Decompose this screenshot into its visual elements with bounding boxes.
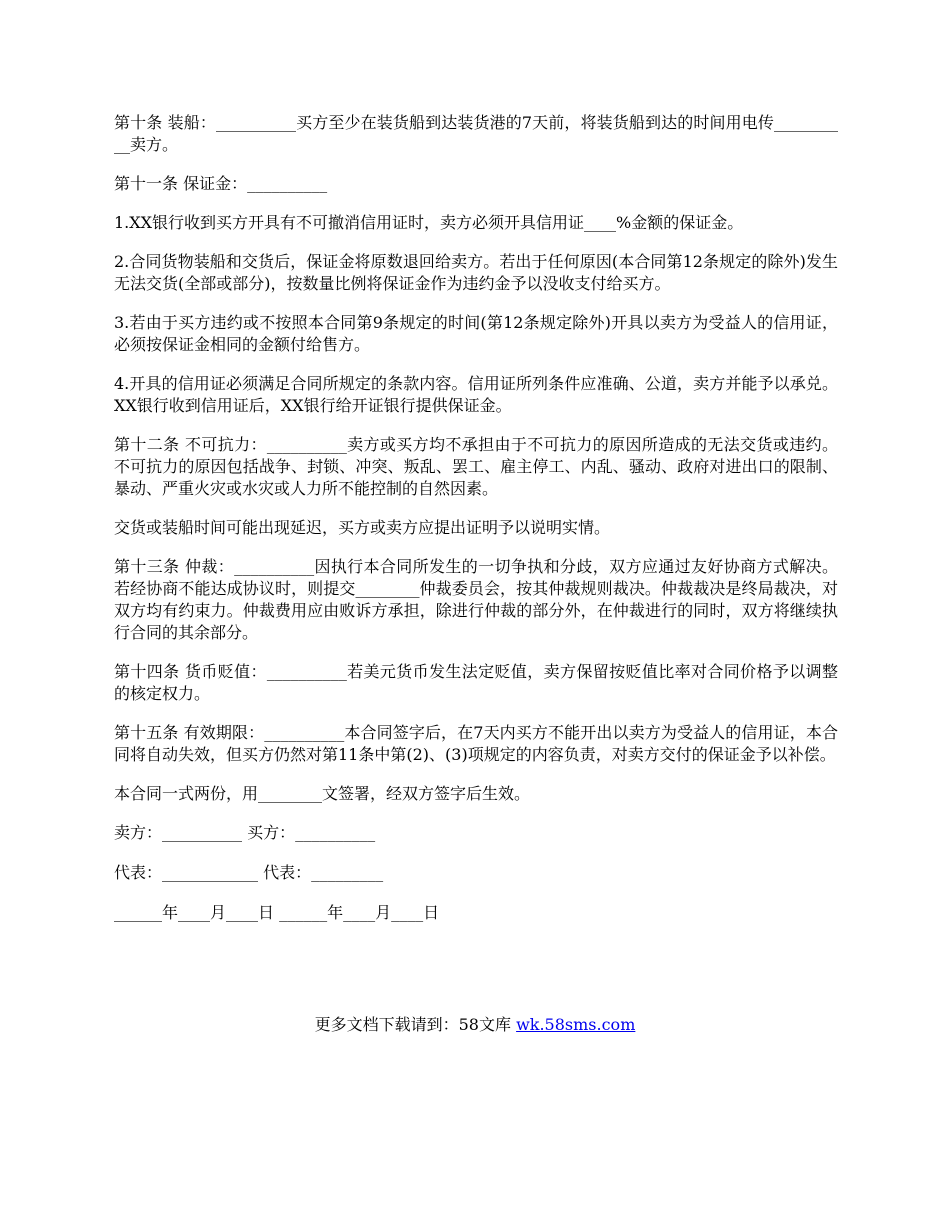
document-body (114, 112, 838, 942)
clause-12-force-majeure: 第十二条 不可抗力：__________卖方或买方均不承担由于不可抗力的原因所造成的无法交货或违约。不可抗力的原因包括战争、封锁、冲突、叛乱、罢工、雇主停工、内乱、骚动、政府对进出口的限制、暴动、严重火灾或水灾或人力所不能控制的自然因素。 (114, 435, 838, 498)
clause-11-item-3: 3.若由于买方违约或不按照本合同第9条规定的时间(第12条规定除外)开具以卖方为受益人的信用证，必须按保证金相同的金额付给售方。 (114, 313, 838, 354)
copies-note: 本合同一式两份，用________文签署，经双方签字后生效。 (114, 784, 531, 803)
footer-prefix: 更多文档下载请到：58文库 (314, 1015, 517, 1034)
clause-10-shipment: 第十条 装船：__________买方至少在装货船到达装货港的7天前，将装货船到达的时间用电传__________卖方。 (114, 113, 838, 154)
footer-link[interactable]: wk.58sms.com (516, 1015, 636, 1034)
clause-11-item-2: 2.合同货物装船和交货后，保证金将原数退回给卖方。若出于任何原因(本合同第12条规定的除外)发生无法交货(全部或部分)，按数量比例将保证金作为违约金予以没收支付给买方。 (114, 252, 838, 293)
signature-parties: 卖方：__________ 买方：__________ (114, 823, 376, 842)
clause-14-currency: 第十四条 货币贬值：__________若美元货币发生法定贬值，卖方保留按贬值比率对合同价格予以调整的核定权力。 (114, 662, 838, 703)
clause-15-validity: 第十五条 有效期限：__________本合同签字后，在7天内买方不能开出以卖方为受益人的信用证，本合同将自动失效，但买方仍然对第11条中第(2)、(3)项规定的内容负责，对卖方交付的保证金予以补偿。 (114, 723, 838, 764)
clause-13-arbitration: 第十三条 仲裁：__________因执行本合同所发生的一切争执和分歧，双方应通过友好协商方式解决。若经协商不能达成协议时，则提交________仲裁委员会，按其仲裁规则裁决。仲裁裁决是终局裁决，对双方均有约束力。仲裁费用应由败诉方承担，除进行仲裁的部分外，在仲裁进行的同时，双方将继续执行合同的其余部分。 (114, 557, 838, 642)
signature-representatives: 代表：____________ 代表：_________ (114, 863, 384, 882)
footer (0, 1014, 950, 1036)
clause-11-deposit: 第十一条 保证金：__________ (114, 174, 328, 193)
delay-note: 交货或装船时间可能出现延迟，买方或卖方应提出证明予以说明实情。 (114, 518, 611, 537)
signature-dates: ______年____月____日 ______年____月____日 (114, 903, 440, 922)
clause-11-item-4: 4.开具的信用证必须满足合同所规定的条款内容。信用证所列条件应准确、公道，卖方并能予以承兑。XX银行收到信用证后，XX银行给开证银行提供保证金。 (114, 374, 838, 415)
clause-11-item-1: 1.XX银行收到买方开具有不可撤消信用证时，卖方必须开具信用证____%金额的保证金。 (114, 213, 744, 232)
